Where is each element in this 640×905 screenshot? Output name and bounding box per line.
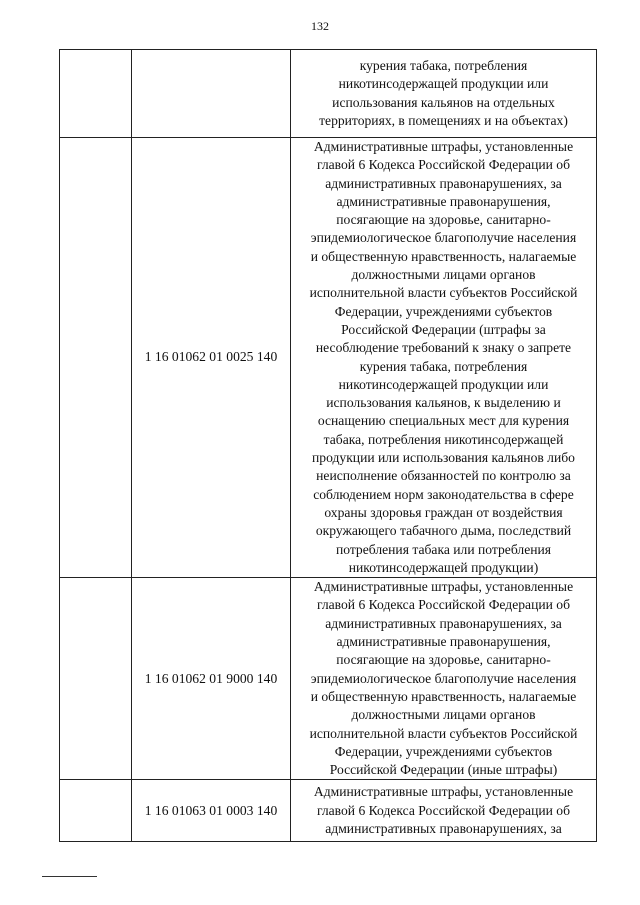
admin-cell [60,780,132,842]
description-cell [291,780,597,842]
description-line: территориях, в помещениях и на объектах) [319,112,568,128]
description-line: Российской Федерации (штрафы за [341,321,546,337]
description-line: главой 6 Кодекса Российской Федерации об [316,802,571,818]
description-line: административных правонарушениях, за [325,615,562,631]
code-cell: 1 16 01062 01 9000 140 [132,578,291,780]
description-line: никотинсодержащей продукции) [348,559,539,575]
description-line: исполнительной власти субъектов Российской [309,285,578,301]
table-row [60,50,597,138]
description-line: Федерации, учреждениями субъектов [334,743,553,759]
description-line: никотинсодержащей продукции или [338,376,549,392]
description-line: Федерации, учреждениями субъектов [334,303,553,319]
description-line: никотинсодержащей продукции или [338,76,549,92]
footnote-rule [42,876,97,877]
description-cell [291,50,597,138]
description-line: должностными лицами органов [351,267,536,283]
admin-cell [60,50,132,138]
description-cell [291,138,597,578]
admin-cell [60,138,132,578]
description-line: административные правонарушения, [336,634,551,650]
description-line: административных правонарушениях, за [325,175,562,191]
description-line: Административные штрафы, установленные [313,579,574,595]
table-row [60,578,597,780]
table-row [60,138,597,578]
table-row [60,780,597,842]
description-cell [291,578,597,780]
description-line: исполнительной власти субъектов Российской [309,725,578,741]
description-line: использования кальянов, к выделению и [326,395,561,411]
description-line: Административные штрафы, установленные [313,784,574,800]
description-line: окружающего табачного дыма, последствий [315,523,572,539]
description-line: оснащению специальных мест для курения [317,413,570,429]
description-line: курения табака, потребления [359,57,528,73]
description-line: эпидемиологическое благополучие населения [310,670,577,686]
admin-cell [60,578,132,780]
description-line: и общественную нравственность, налагаемые [310,248,577,264]
description-line: несоблюдение требований к знаку о запрете [315,340,572,356]
description-line: охраны здоровья граждан от воздействия [324,504,563,520]
code-cell: 1 16 01062 01 0025 140 [132,138,291,578]
description-line: использования кальянов на отдельных [332,94,555,110]
code-cell [132,50,291,138]
description-line: табака, потребления никотинсодержащей [323,431,564,447]
description-line: Административные штрафы, установленные [313,139,574,154]
description-line: курения табака, потребления [359,358,528,374]
description-line: посягающие на здоровье, санитарно- [336,212,551,228]
description-line: главой 6 Кодекса Российской Федерации об [316,597,571,613]
description-line: потребления табака или потребления [335,541,552,557]
description-line: посягающие на здоровье, санитарно- [336,652,551,668]
description-line: административные правонарушения, [336,193,551,209]
description-line: соблюдением норм законодательства в сфере [313,486,574,502]
classification-table [59,49,597,842]
description-line: продукции или использования кальянов либо [312,450,575,466]
code-cell: 1 16 01063 01 0003 140 [132,780,291,842]
description-line: главой 6 Кодекса Российской Федерации об [316,157,571,173]
description-line: Российской Федерации (иные штрафы) [329,762,558,778]
description-line: и общественную нравственность, налагаемые [310,688,577,704]
description-line: неисполнение обязанностей по контролю за [316,468,571,484]
description-line: административных правонарушениях, за [325,821,562,837]
description-line: должностными лицами органов [351,707,536,723]
page-number: 132 [311,19,329,33]
description-line: эпидемиологическое благополучие населения [310,230,577,246]
